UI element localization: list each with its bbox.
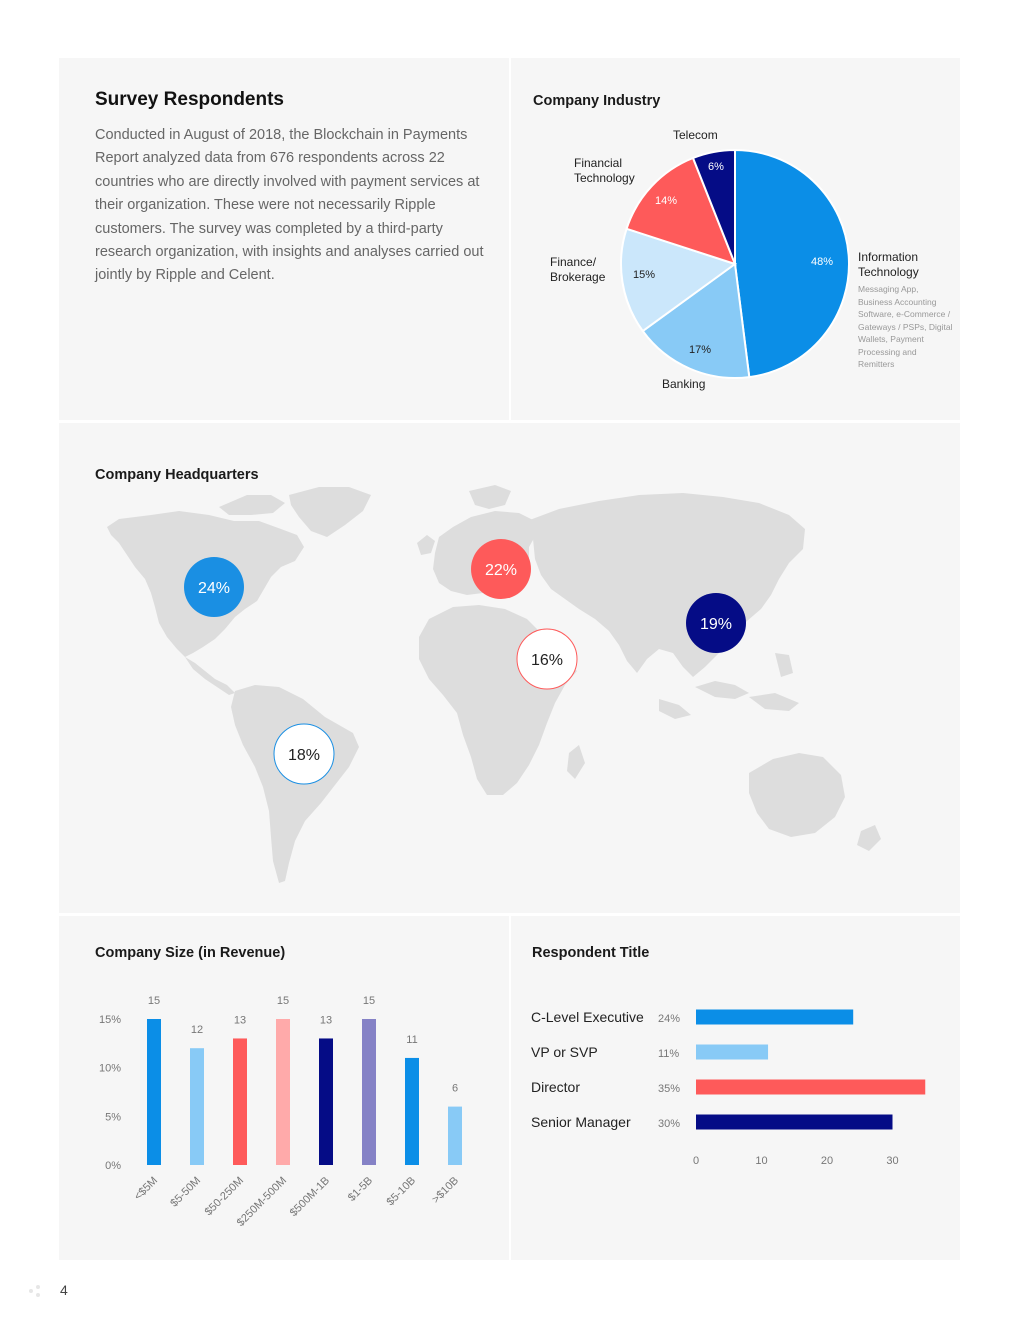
company-size-bar-chart [59,916,509,1260]
label-it-line1: Information [858,250,919,264]
label-fintech-line2: Technology [574,171,635,185]
size-value-label: 15 [362,995,376,1007]
survey-respondents-text: Conducted in August of 2018, the Blockchain in Payments Report analyzed data from 676 respondents across 22 countries who are directly involved with payment services at their organization. These were not necessarily Ripple customers. The survey was completed by a third-party research organization, with insights and analyses carried out jointly by Ripple and Celent. [95,127,484,284]
pct-it: 48% [811,256,834,268]
bubble-middle-east [517,629,577,689]
title-xtick: 0 [692,1155,700,1167]
bubble-asia [686,593,746,653]
size-category-label: >$10B [429,1174,462,1206]
size-value-label: 13 [233,1014,247,1027]
size-bar [233,1038,247,1165]
size-bar [448,1107,462,1165]
bubble-europe-label: 22% [484,562,518,579]
bubble-middle-east-label: 16% [530,652,564,669]
respondent-title-bar-chart [511,916,960,1260]
label-banking: Banking [662,377,706,391]
size-category-label: $500M-1B [287,1174,333,1220]
bubble-north-america-label: 24% [197,580,231,597]
company-size-title: Company Size (in Revenue) [95,945,286,961]
pct-fintech: 14% [655,195,678,207]
size-value-label: 13 [319,1014,333,1027]
title-bar [696,1080,925,1095]
label-finance-line1: Finance/ [550,255,597,269]
title-bar [696,1010,853,1025]
bubble-europe [471,539,531,599]
company-industry-panel [511,58,960,420]
company-headquarters-title: Company Headquarters [95,467,259,483]
size-bar [319,1038,333,1165]
size-ytick: 0% [105,1160,121,1172]
bubble-south-america-label: 18% [287,747,321,764]
size-category-label: $5-10B [384,1174,419,1209]
bubble-north-america [184,557,244,617]
label-it-line2: Technology [858,265,919,279]
label-it-subtext: Messaging App, Business Accounting Software, e-Commerce / Gateways / PSPs, Digital Wallets, Payment Processing and Remitters [858,284,953,369]
size-category-label: $5-50M [168,1174,204,1210]
size-category-label: $250M-500M [234,1174,290,1229]
size-value-label: 6 [451,1082,459,1095]
label-fintech [574,156,635,186]
size-value-label: 15 [276,995,290,1007]
size-value-label: 12 [190,1024,204,1037]
respondent-title-title: Respondent Title [532,945,650,961]
title-category-label: Senior Manager [531,1114,631,1130]
share-icon [28,1284,42,1298]
title-value-label: 24% [658,1013,681,1025]
size-category-label: $1-5B [345,1174,376,1204]
title-category-label: VP or SVP [531,1044,598,1060]
title-bar [696,1045,768,1060]
pct-finance: 15% [633,269,656,281]
company-industry-title: Company Industry [533,93,661,109]
world-map [59,423,960,913]
label-telecom: Telecom [673,128,718,142]
label-fintech-line1: Financial [574,156,623,170]
company-size-panel [59,916,509,1260]
survey-respondents-panel [59,58,509,420]
size-bar [147,1019,161,1165]
title-xtick: 30 [886,1155,899,1167]
company-headquarters-panel [59,423,960,913]
respondent-title-panel [511,916,960,1260]
label-it [858,250,919,280]
pct-telecom: 6% [708,161,724,173]
size-bar [362,1019,376,1165]
bubble-asia-label: 19% [699,616,733,633]
size-ytick: 10% [98,1062,121,1075]
title-category-label: C-Level Executive [531,1009,644,1025]
pct-banking: 17% [689,344,712,356]
label-finance [550,255,605,285]
page-number: 4 [60,1282,68,1298]
title-xtick: 20 [820,1155,834,1167]
survey-respondents-title: Survey Respondents [95,89,284,110]
title-bar [696,1115,893,1130]
title-category-label: Director [531,1079,581,1095]
size-category-label: $50-250M [202,1174,247,1219]
title-value-label: 35% [658,1083,681,1095]
size-ytick: 5% [105,1111,121,1124]
size-bar [190,1048,204,1165]
title-xtick: 10 [755,1155,768,1167]
size-bar [405,1058,419,1165]
size-ytick: 15% [98,1014,121,1026]
size-value-label: 11 [406,1033,418,1046]
title-value-label: 30% [658,1118,681,1130]
size-value-label: 15 [147,995,161,1007]
label-finance-line2: Brokerage [550,270,606,284]
bubble-south-america [274,724,334,784]
title-value-label: 11% [658,1048,680,1060]
size-bar [276,1019,290,1165]
size-category-label: <$5M [131,1174,161,1203]
